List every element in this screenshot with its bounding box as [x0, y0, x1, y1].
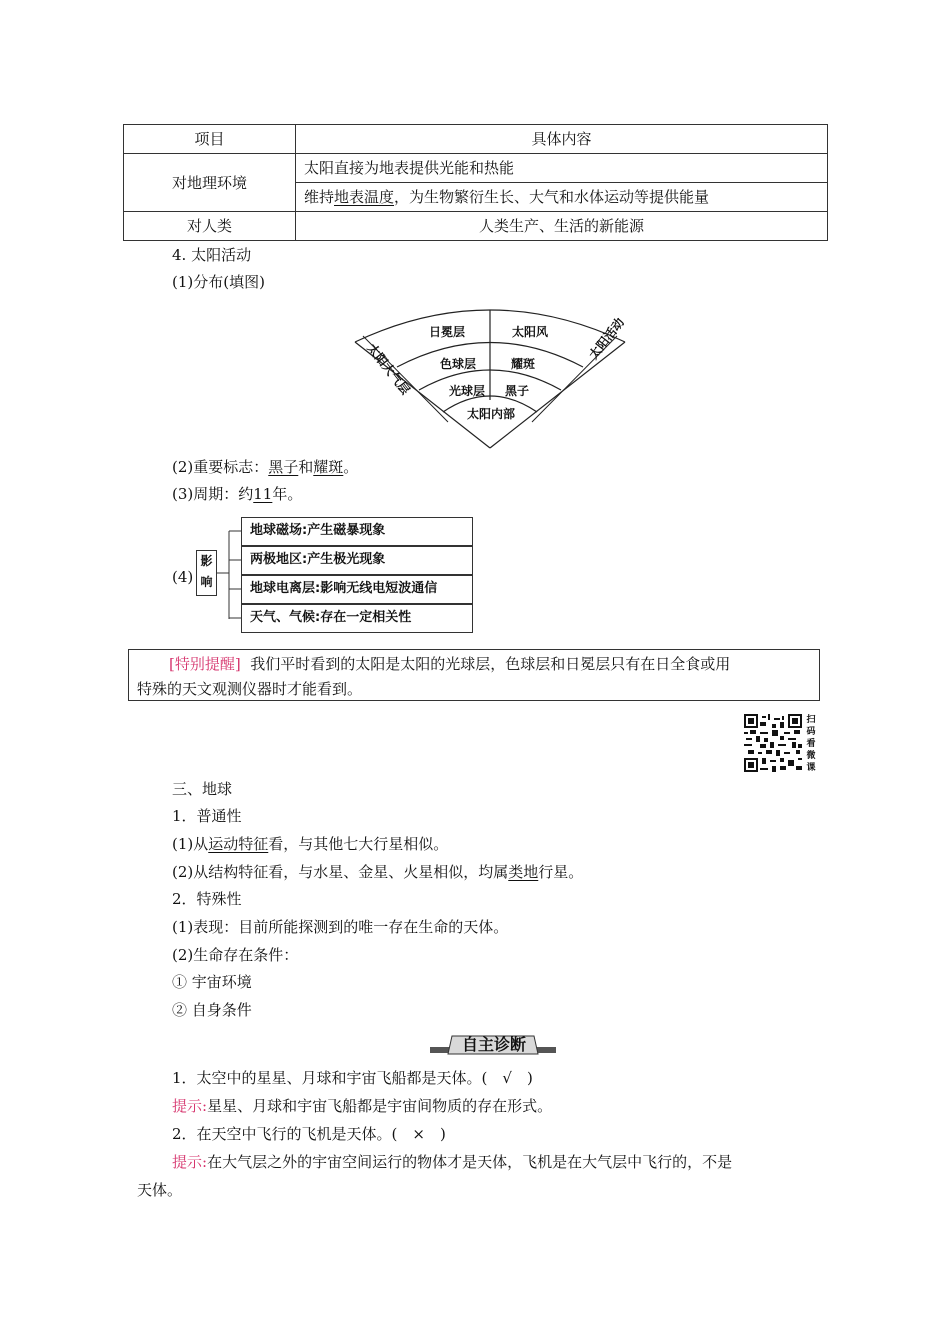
hint-1: 提示:星星、月球和宇宙飞船都是宇宙间物质的存在形式。 — [172, 1097, 553, 1115]
human-label: 对人类 — [124, 212, 296, 241]
distribution-label: (1)分布(填图) — [172, 273, 265, 291]
earth-heading: 三、地球 — [172, 780, 233, 798]
qr-caption: 扫码看微课 — [806, 715, 816, 773]
corona-label: 日冕层 — [428, 325, 466, 339]
qr-code-icon[interactable] — [744, 714, 802, 772]
influence-item: 天气、气候:存在一定相关性 — [241, 604, 473, 633]
table-header-content: 具体内容 — [296, 125, 828, 154]
generality-heading: 1．普通性 — [172, 807, 242, 825]
generality-2: (2)从结构特征看，与水星、金星、火星相似，均属类地行星。 — [172, 863, 584, 881]
influence-item: 两极地区:产生极光现象 — [241, 546, 473, 575]
table-row — [124, 212, 828, 241]
activity-side-label: 太阳活动 — [586, 315, 627, 362]
diagnosis-title: 自主诊断 — [461, 1035, 526, 1054]
sun-interior-label: 太阳内部 — [466, 407, 516, 421]
geo-env-label: 对地理环境 — [124, 154, 296, 212]
condition-1: ① 宇宙环境 — [172, 973, 252, 991]
influence-item: 地球磁场:产生磁暴现象 — [241, 517, 473, 546]
table-header-item: 项目 — [124, 125, 296, 154]
question-2: 2．在天空中飞行的飞机是天体。( × ) — [172, 1125, 446, 1143]
condition-2: ② 自身条件 — [172, 1001, 252, 1019]
influence-item: 地球电离层:影响无线电短波通信 — [241, 575, 473, 604]
influence-bracket — [217, 517, 243, 633]
specialty-heading: 2．特殊性 — [172, 890, 242, 908]
photosphere-label: 光球层 — [448, 384, 486, 398]
sun-layers-diagram — [345, 300, 635, 450]
reminder-label: [特别提醒] — [169, 655, 241, 673]
specialty-1: (1)表现：目前所能探测到的唯一存在生命的天体。 — [172, 918, 509, 936]
chromosphere-label: 色球层 — [439, 357, 477, 371]
sunspot-label: 黑子 — [504, 384, 530, 398]
geo-row-1: 太阳直接为地表提供光能和热能 — [296, 154, 828, 183]
table-row — [124, 154, 828, 183]
surface-temp-blank: 地表温度 — [334, 188, 395, 206]
question-1: 1．太空中的星星、月球和宇宙飞船都是天体。( √ ) — [172, 1069, 533, 1087]
sun-activity-heading: 4. 太阳活动 — [172, 246, 252, 264]
influence-number: (4) — [172, 568, 194, 586]
flare-label: 耀斑 — [510, 357, 536, 371]
atmosphere-side-label: 太阳大气层 — [364, 341, 413, 398]
table-header-row — [124, 125, 828, 154]
hint-2-continued: 天体。 — [137, 1181, 183, 1199]
specialty-2: (2)生命存在条件： — [172, 946, 299, 964]
solar-effects-table — [123, 124, 828, 241]
generality-1: (1)从运动特征看，与其他七大行星相似。 — [172, 835, 449, 853]
human-content: 人类生产、生活的新能源 — [296, 212, 828, 241]
influence-title: 影响 — [196, 550, 217, 596]
signs-line: (2)重要标志：黑子和耀斑。 — [172, 458, 359, 476]
hint-2: 提示:在大气层之外的宇宙空间运行的物体才是天体，飞机是在大气层中飞行的，不是 — [172, 1153, 733, 1171]
solar-wind-label: 太阳风 — [511, 325, 549, 339]
special-reminder-box: [特别提醒] 我们平时看到的太阳是太阳的光球层，色球层和日冕层只有在日全食或用 特殊的天文观测仪器时才能看到。 — [128, 649, 820, 701]
geo-row-2: 维持地表温度，为生物繁衍生长、大气和水体运动等提供能量 — [296, 183, 828, 212]
period-line: (3)周期：约11年。 — [172, 485, 303, 503]
